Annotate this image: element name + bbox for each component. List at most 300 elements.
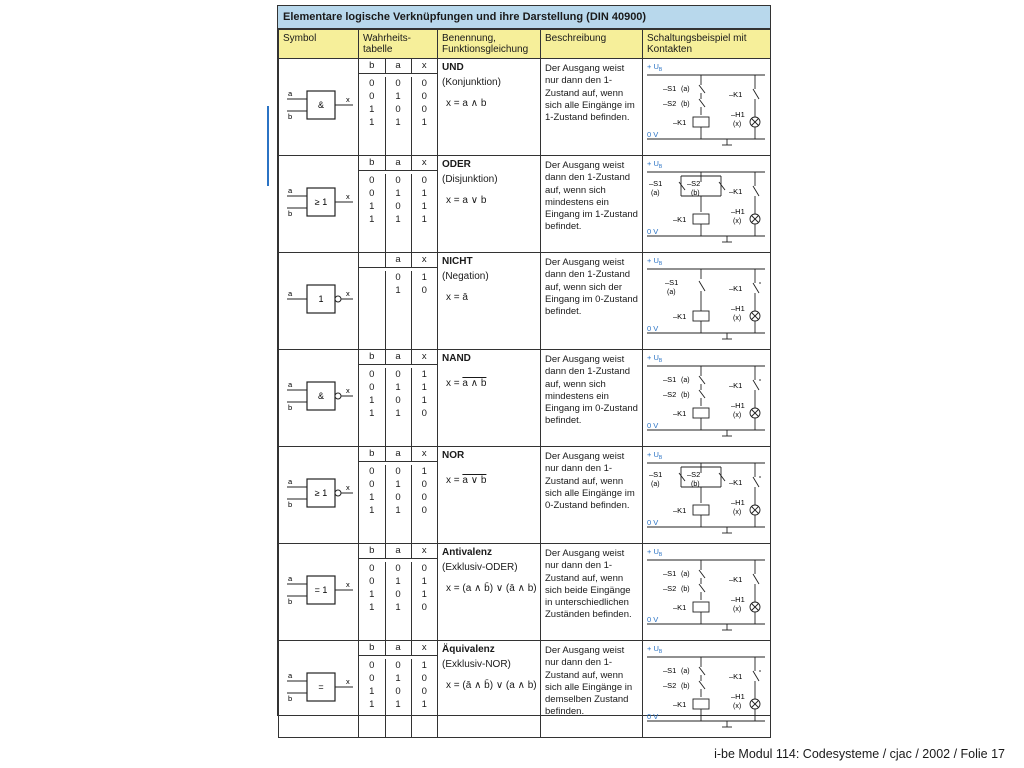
h1-label: –H1	[731, 401, 745, 410]
truth-table-header-cell: b	[359, 447, 385, 461]
header-description: Beschreibung	[541, 30, 643, 59]
truth-table-header	[359, 447, 437, 461]
relay-coil-icon	[693, 505, 709, 515]
circuit-cell	[643, 253, 771, 350]
gate-subtitle: (Exklusiv-ODER)	[442, 562, 518, 573]
truth-table-value: 0	[359, 659, 385, 672]
truth-table-value: 1	[359, 200, 385, 213]
circuit-cell	[643, 156, 771, 253]
s2-input-label: (b)	[681, 586, 690, 593]
truth-table-value: 0	[421, 91, 427, 102]
truth-table-value: 0	[421, 479, 427, 490]
h1-output-label: (x)	[733, 606, 742, 613]
truth-table-value: 1	[359, 491, 385, 504]
s2-label: –S2	[687, 470, 701, 479]
gate-row	[279, 350, 771, 447]
h1-output-label: (x)	[733, 703, 742, 710]
input-a-label: a	[288, 574, 293, 583]
truth-table-row	[359, 588, 437, 601]
truth-table-row	[359, 90, 437, 103]
truth-table-cell	[359, 350, 438, 447]
truth-table-value: 1	[385, 575, 411, 588]
s1-label: –S1	[665, 278, 679, 287]
relay-circuit-diagram	[643, 544, 769, 636]
truth-table-header	[359, 350, 437, 364]
function-equation	[446, 475, 540, 486]
truth-table-row	[359, 504, 437, 517]
ground-label: 0 V	[647, 615, 659, 624]
gate-symbol-label: =	[318, 682, 324, 692]
truth-table-header-cell: b	[359, 350, 385, 364]
gate-description: Der Ausgang weist nur dann den 1-Zustand auf, wenn sich alle Eingänge im 0-Zustand befinden.	[545, 451, 635, 512]
truth-table-value: 1	[359, 213, 385, 226]
relay-coil-icon	[693, 117, 709, 127]
truth-table-value: 0	[385, 200, 411, 213]
s1-label: –S1	[663, 569, 677, 578]
truth-table-value: 1	[421, 272, 427, 283]
truth-table-header-cell: b	[359, 544, 385, 558]
gate-symbol-icon	[279, 253, 357, 345]
input-b-label: b	[288, 209, 293, 218]
s2-label: –S2	[663, 681, 677, 690]
truth-table-value	[359, 271, 385, 284]
s1-label: –S1	[649, 179, 663, 188]
relay-circuit-diagram	[643, 641, 769, 733]
inversion-circle	[335, 296, 341, 302]
s1-label: –S1	[663, 666, 677, 675]
h1-output-label: (x)	[733, 412, 742, 419]
gate-symbol-icon	[279, 447, 357, 539]
truth-table-value: 0	[385, 659, 411, 672]
h1-output-label: (x)	[733, 218, 742, 225]
name-cell	[438, 350, 541, 447]
circuit-cell	[643, 641, 771, 738]
s1-input-label: (a)	[681, 86, 690, 93]
truth-table-value: 0	[421, 505, 427, 516]
sheet-title: Elementare logische Verknüpfungen und ihre Darstellung (DIN 40900)	[278, 6, 770, 29]
gate-row	[279, 253, 771, 350]
function-equation: x = a ∨ b	[446, 195, 487, 206]
ground-label: 0 V	[647, 324, 659, 333]
truth-table-value: 1	[385, 407, 411, 420]
function-equation: x = a ∧ b	[446, 98, 487, 109]
truth-table-row	[359, 478, 437, 491]
s2-label: –S2	[663, 584, 677, 593]
symbol-cell	[279, 447, 359, 544]
k1-contact-label: –K1	[729, 284, 743, 293]
gate-symbol-icon	[279, 544, 357, 636]
truth-table-header-cell: a	[385, 59, 411, 73]
truth-table-header	[359, 253, 437, 267]
gate-symbol-label: ≥ 1	[314, 488, 328, 498]
supply-label: + $U_B$	[647, 547, 663, 558]
k1-contact-label: –K1	[729, 187, 743, 196]
description-cell	[541, 156, 643, 253]
truth-table-value: 1	[421, 382, 427, 393]
ground-label: 0 V	[647, 712, 659, 721]
s1-input-label: (a)	[681, 571, 690, 578]
truth-table-value: 0	[359, 562, 385, 575]
truth-table-value: 0	[385, 77, 411, 90]
name-cell	[438, 447, 541, 544]
truth-table-header-cell	[359, 253, 385, 267]
k1-contact-label: –K1	[729, 575, 743, 584]
truth-table-header-cell: a	[385, 156, 411, 170]
symbol-cell	[279, 156, 359, 253]
truth-table-value: 0	[421, 285, 427, 296]
description-cell	[541, 350, 643, 447]
truth-table-value: 1	[385, 187, 411, 200]
logic-gates-table	[278, 29, 771, 738]
truth-table-value: 0	[385, 685, 411, 698]
truth-table-row	[359, 491, 437, 504]
inversion-circle	[335, 393, 341, 399]
circuit-cell	[643, 544, 771, 641]
truth-table-header-cell: x	[411, 350, 437, 364]
relay-circuit-diagram	[643, 59, 769, 151]
truth-table-header	[359, 59, 437, 73]
gate-subtitle: (Negation)	[442, 271, 489, 282]
truth-table-value: 1	[359, 407, 385, 420]
truth-table-value: 1	[421, 188, 427, 199]
truth-table-row	[359, 368, 437, 381]
input-b-label: b	[288, 597, 293, 606]
truth-table-header	[359, 156, 437, 170]
output-x-label: x	[346, 386, 350, 395]
k1-coil-label: –K1	[673, 409, 687, 418]
h1-label: –H1	[731, 498, 745, 507]
truth-table-header-cell: b	[359, 641, 385, 655]
inversion-circle	[335, 490, 341, 496]
relay-coil-icon	[693, 699, 709, 709]
truth-table-row	[359, 103, 437, 116]
k1-contact-label: –K1	[729, 381, 743, 390]
s1-label: –S1	[649, 470, 663, 479]
h1-output-label: (x)	[733, 315, 742, 322]
truth-table-value: 1	[385, 90, 411, 103]
relay-coil-icon	[693, 214, 709, 224]
truth-table-row	[359, 213, 437, 226]
truth-table-value: 0	[385, 394, 411, 407]
truth-table-row	[359, 394, 437, 407]
gate-symbol-label: &	[317, 100, 325, 110]
truth-table-value: 0	[359, 174, 385, 187]
truth-table-value: 0	[359, 575, 385, 588]
description-cell	[541, 544, 643, 641]
truth-table-header-cell: x	[411, 641, 437, 655]
s1-input-label: (a)	[667, 289, 676, 296]
relay-coil-icon	[693, 602, 709, 612]
s2-input-label: (b)	[691, 190, 700, 197]
truth-table-value: 1	[359, 394, 385, 407]
truth-table-value: 0	[385, 491, 411, 504]
truth-table-value: 0	[421, 686, 427, 697]
truth-table-cell	[359, 253, 438, 350]
truth-table-row	[359, 698, 437, 711]
function-equation	[446, 378, 540, 389]
gate-description: Der Ausgang weist dann den 1-Zustand auf, wenn sich mindestens ein Eingang im 0-Zustand befindet.	[545, 354, 638, 427]
k1-coil-label: –K1	[673, 215, 687, 224]
gate-name: NAND	[442, 353, 471, 364]
truth-table-value: 1	[359, 588, 385, 601]
truth-table-value: 0	[385, 174, 411, 187]
truth-table-row	[359, 672, 437, 685]
k1-contact-label: –K1	[729, 90, 743, 99]
truth-table-row	[359, 465, 437, 478]
gate-description: Der Ausgang weist dann den 1-Zustand auf, wenn sich mindestens ein Eingang im 1-Zustand befindet.	[545, 160, 638, 233]
input-a-label: a	[288, 89, 293, 98]
output-x-label: x	[346, 483, 350, 492]
equation-prefix: x =	[446, 475, 463, 486]
k1-contact-label: –K1	[729, 672, 743, 681]
side-accent-bar	[267, 106, 269, 186]
relay-coil-icon	[693, 311, 709, 321]
truth-table-row	[359, 575, 437, 588]
k1-coil-label: –K1	[673, 506, 687, 515]
truth-table-value: 0	[359, 478, 385, 491]
symbol-cell	[279, 641, 359, 738]
s2-input-label: (b)	[681, 392, 690, 399]
relay-circuit-diagram	[643, 447, 769, 539]
description-cell	[541, 447, 643, 544]
truth-table-value: 0	[385, 368, 411, 381]
input-a-label: a	[288, 289, 293, 298]
supply-label: + $U_B$	[647, 159, 663, 170]
truth-table-value: 0	[385, 271, 411, 284]
truth-table	[359, 253, 437, 349]
s2-input-label: (b)	[681, 683, 690, 690]
symbol-cell	[279, 350, 359, 447]
gate-name: Äquivalenz	[442, 644, 495, 655]
truth-table-row	[359, 381, 437, 394]
truth-table-value: 1	[385, 504, 411, 517]
truth-table-value: 1	[421, 466, 427, 477]
truth-table-header-cell: x	[411, 156, 437, 170]
output-x-label: x	[346, 289, 350, 298]
relay-circuit-diagram	[643, 253, 769, 345]
equation-prefix: x =	[446, 378, 463, 389]
truth-table	[359, 59, 437, 155]
output-x-label: x	[346, 580, 350, 589]
truth-table-value: 1	[385, 478, 411, 491]
truth-table-value: 1	[385, 672, 411, 685]
truth-table-value: 0	[359, 368, 385, 381]
description-cell	[541, 641, 643, 738]
truth-table-value: 1	[421, 214, 427, 225]
truth-table-value: 0	[421, 602, 427, 613]
truth-table-value: 0	[421, 78, 427, 89]
gate-symbol-icon	[279, 641, 357, 733]
gate-row	[279, 544, 771, 641]
supply-label: + $U_B$	[647, 353, 663, 364]
truth-table-header-cell: x	[411, 447, 437, 461]
k1-contact-label: –K1	[729, 478, 743, 487]
gate-name: UND	[442, 62, 464, 73]
k1-coil-label: –K1	[673, 603, 687, 612]
truth-table-value: 1	[421, 589, 427, 600]
gate-row	[279, 641, 771, 738]
truth-table-value: 0	[385, 588, 411, 601]
supply-label: + $U_B$	[647, 256, 663, 267]
truth-table-row	[359, 659, 437, 672]
truth-table-header-cell: a	[385, 447, 411, 461]
relay-circuit-diagram	[643, 156, 769, 248]
description-cell	[541, 253, 643, 350]
k1-coil-label: –K1	[673, 312, 687, 321]
h1-label: –H1	[731, 692, 745, 701]
truth-table-value: 1	[421, 369, 427, 380]
symbol-cell	[279, 59, 359, 156]
truth-table-row	[359, 284, 437, 297]
gate-row	[279, 447, 771, 544]
truth-table-value: 1	[385, 213, 411, 226]
output-x-label: x	[346, 95, 350, 104]
truth-table	[359, 544, 437, 640]
h1-label: –H1	[731, 110, 745, 119]
gate-name: NICHT	[442, 256, 473, 267]
truth-table-value: 1	[421, 201, 427, 212]
name-cell	[438, 59, 541, 156]
s2-input-label: (b)	[681, 101, 690, 108]
truth-table-value: 1	[385, 698, 411, 711]
truth-table-value: 0	[359, 465, 385, 478]
truth-table-cell	[359, 544, 438, 641]
truth-table-row	[359, 271, 437, 284]
circuit-cell	[643, 350, 771, 447]
truth-table-header-cell: x	[411, 544, 437, 558]
s2-input-label: (b)	[691, 481, 700, 488]
supply-label: + $U_B$	[647, 644, 663, 655]
ground-label: 0 V	[647, 518, 659, 527]
gate-symbol-label: = 1	[314, 585, 328, 595]
truth-table-value: 1	[421, 395, 427, 406]
gate-description: Der Ausgang weist nur dann den 1-Zustand auf, wenn sich alle Eingänge im 1-Zustand befinden.	[545, 63, 635, 124]
truth-table-value: 1	[385, 116, 411, 129]
truth-table-value	[359, 284, 385, 297]
gate-description: Der Ausgang weist nur dann den 1-Zustand auf, wenn sich beide Eingänge in unterschiedlichen Zuständen befinden.	[545, 548, 632, 621]
gate-name: Antivalenz	[442, 547, 493, 558]
truth-table-value: 0	[385, 562, 411, 575]
truth-table-header-cell: x	[411, 59, 437, 73]
gate-symbol-label: ≥ 1	[314, 197, 328, 207]
truth-table-value: 0	[359, 672, 385, 685]
truth-table-cell	[359, 447, 438, 544]
h1-output-label: (x)	[733, 509, 742, 516]
truth-table-value: 0	[359, 187, 385, 200]
truth-table-row	[359, 200, 437, 213]
truth-table-value: 1	[385, 284, 411, 297]
supply-label: + $U_B$	[647, 62, 663, 73]
symbol-cell	[279, 253, 359, 350]
function-equation: x = ā	[446, 292, 468, 303]
s1-input-label: (a)	[681, 377, 690, 384]
truth-table-header-cell: x	[411, 253, 437, 267]
gate-row	[279, 59, 771, 156]
truth-table-value: 1	[385, 601, 411, 614]
k1-coil-label: –K1	[673, 700, 687, 709]
s1-input-label: (a)	[651, 481, 660, 488]
input-a-label: a	[288, 671, 293, 680]
header-symbol: Symbol	[279, 30, 359, 59]
equation-negated-term: a ∨ b	[462, 475, 487, 486]
truth-table-cell	[359, 641, 438, 738]
truth-table-value: 1	[359, 685, 385, 698]
din-40900-table-sheet	[277, 5, 771, 721]
header-name: Benennung, Funktionsgleichung	[438, 30, 541, 59]
input-b-label: b	[288, 500, 293, 509]
input-b-label: b	[288, 403, 293, 412]
relay-circuit-diagram	[643, 350, 769, 442]
truth-table-row	[359, 407, 437, 420]
gate-name: NOR	[442, 450, 465, 461]
s1-label: –S1	[663, 84, 677, 93]
circuit-cell	[643, 447, 771, 544]
circuit-cell	[643, 59, 771, 156]
gate-symbol-icon	[279, 350, 357, 442]
gate-subtitle: (Exklusiv-NOR)	[442, 659, 511, 670]
header-circuit: Schaltungsbeispiel mit Kontakten	[643, 30, 771, 59]
input-b-label: b	[288, 112, 293, 121]
truth-table-value: 1	[359, 698, 385, 711]
gate-subtitle: (Konjunktion)	[442, 77, 501, 88]
output-x-label: x	[346, 677, 350, 686]
s1-input-label: (a)	[651, 190, 660, 197]
truth-table-row	[359, 187, 437, 200]
h1-label: –H1	[731, 595, 745, 604]
truth-table-cell	[359, 59, 438, 156]
input-a-label: a	[288, 380, 293, 389]
truth-table-value: 0	[421, 563, 427, 574]
truth-table-value: 1	[421, 660, 427, 671]
truth-table-value: 1	[359, 103, 385, 116]
input-a-label: a	[288, 186, 293, 195]
gate-description: Der Ausgang weist dann den 1-Zustand auf, wenn sich der Eingang im 0-Zustand befindet.	[545, 257, 638, 318]
s2-label: –S2	[663, 390, 677, 399]
truth-table-value: 1	[359, 116, 385, 129]
truth-table-value: 0	[385, 103, 411, 116]
function-equation: x = (a ∧ b̄) ∨ (ā ∧ b)	[446, 583, 537, 594]
gate-description: Der Ausgang weist nur dann den 1-Zustand auf, wenn sich alle Eingänge in demselben Zustand befinden.	[545, 645, 633, 718]
equation-negated-term: a ∧ b	[462, 378, 487, 389]
supply-label: + $U_B$	[647, 450, 663, 461]
truth-table-header	[359, 544, 437, 558]
truth-table-value: 0	[421, 104, 427, 115]
gate-symbol-label: 1	[318, 294, 324, 304]
symbol-cell	[279, 544, 359, 641]
truth-table-value: 0	[359, 90, 385, 103]
truth-table-value: 1	[359, 504, 385, 517]
s2-label: –S2	[687, 179, 701, 188]
header-truth-table: Wahrheits- tabelle	[359, 30, 438, 59]
truth-table-header-cell: a	[385, 544, 411, 558]
truth-table-header-cell: b	[359, 59, 385, 73]
name-cell	[438, 156, 541, 253]
gate-symbol-icon	[279, 59, 357, 151]
gate-symbol-icon	[279, 156, 357, 248]
truth-table-value: 0	[421, 175, 427, 186]
name-cell	[438, 641, 541, 738]
truth-table-value: 1	[385, 381, 411, 394]
truth-table	[359, 641, 437, 737]
truth-table-value: 1	[421, 699, 427, 710]
truth-table-value: 1	[421, 576, 427, 587]
truth-table-header-cell: a	[385, 253, 411, 267]
name-cell	[438, 544, 541, 641]
truth-table	[359, 350, 437, 446]
ground-label: 0 V	[647, 130, 659, 139]
gate-symbol-label: &	[317, 391, 325, 401]
slide-footer: i-be Modul 114: Codesysteme / cjac / 2002 / Folie 17	[714, 747, 1005, 761]
